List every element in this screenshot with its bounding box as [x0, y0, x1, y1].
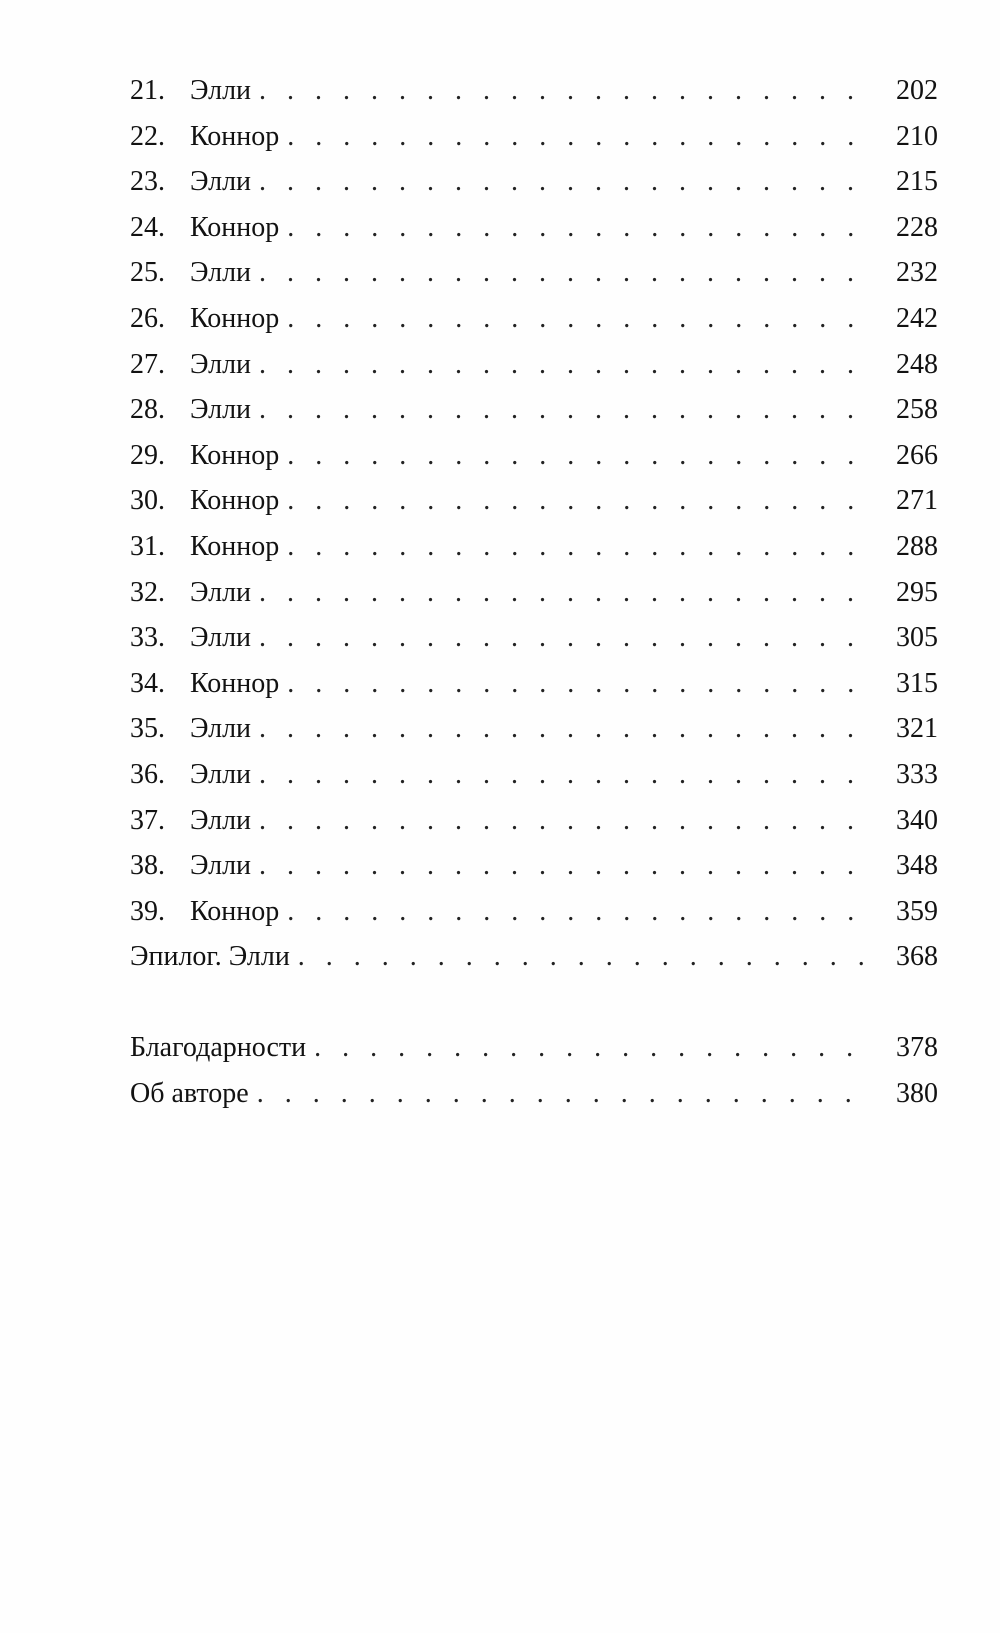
dot-leader	[287, 478, 872, 524]
chapter-title: Коннор	[190, 667, 280, 699]
dot-leader	[287, 296, 872, 342]
chapter-title: Элли	[190, 758, 252, 790]
page-number: 333	[896, 758, 938, 790]
chapter-title: Коннор	[190, 211, 280, 243]
chapter-title: Элли	[190, 576, 252, 608]
toc-entry-acknowledgements[interactable]	[130, 1025, 938, 1071]
chapter-title: Коннор	[190, 895, 280, 927]
page-number: 271	[896, 485, 938, 517]
dot-leader	[298, 934, 872, 980]
chapter-number: 24.	[130, 211, 165, 243]
chapter-title: Коннор	[190, 530, 280, 562]
chapter-number: 38.	[130, 850, 165, 882]
chapter-number: 26.	[130, 302, 165, 334]
dot-leader	[287, 524, 872, 570]
chapter-number: 33.	[130, 622, 165, 654]
page-number: 232	[896, 257, 938, 289]
toc-entry-epilogue[interactable]	[130, 934, 938, 980]
dot-leader	[314, 1025, 872, 1071]
page-number: 248	[896, 348, 938, 380]
toc-entry-25[interactable]	[130, 250, 938, 296]
chapter-number: 30.	[130, 485, 165, 517]
page-number: 380	[896, 1078, 938, 1110]
dot-leader	[287, 661, 872, 707]
about-author-title: Об авторе	[130, 1078, 249, 1110]
page-number: 315	[896, 667, 938, 699]
toc-entry-about-author[interactable]	[130, 1071, 938, 1117]
toc-entry-23[interactable]	[130, 159, 938, 205]
toc-entry-32[interactable]	[130, 570, 938, 616]
page-number: 210	[896, 120, 938, 152]
chapter-number: 37.	[130, 804, 165, 836]
chapter-number: 21.	[130, 75, 165, 106]
page-number: 340	[896, 804, 938, 836]
chapter-title: Элли	[190, 257, 252, 289]
dot-leader	[287, 889, 872, 935]
chapter-number: 22.	[130, 120, 165, 152]
chapter-title: Коннор	[190, 485, 280, 517]
chapter-title: Коннор	[190, 302, 280, 334]
chapter-number: 31.	[130, 530, 165, 562]
chapter-title: Элли	[190, 166, 252, 198]
chapter-number: 23.	[130, 166, 165, 198]
page-number: 258	[896, 394, 938, 426]
chapter-title: Элли	[190, 75, 252, 106]
toc-entry-28[interactable]	[130, 387, 938, 433]
dot-leader	[259, 250, 872, 296]
page-number: 321	[896, 713, 938, 745]
dot-leader	[259, 387, 872, 433]
acknowledgements-title: Благодарности	[130, 1032, 307, 1064]
epilogue-title: Эпилог. Элли	[130, 941, 290, 973]
chapter-title: Элли	[190, 804, 252, 836]
chapter-title: Коннор	[190, 439, 280, 471]
chapter-title: Коннор	[190, 120, 280, 152]
dot-leader	[259, 798, 872, 844]
chapter-title: Элли	[190, 622, 252, 654]
dot-leader	[259, 706, 872, 752]
page-number: 242	[896, 302, 938, 334]
page-number: 228	[896, 211, 938, 243]
toc-entry-31[interactable]	[130, 524, 938, 570]
page-number: 215	[896, 166, 938, 198]
chapter-title: Элли	[190, 394, 252, 426]
toc-entry-30[interactable]	[130, 478, 938, 524]
dot-leader	[259, 843, 872, 889]
page-number: 359	[896, 895, 938, 927]
page-number: 348	[896, 850, 938, 882]
chapter-title: Элли	[190, 348, 252, 380]
chapter-number: 35.	[130, 713, 165, 745]
chapter-title: Элли	[190, 850, 252, 882]
toc-entry-21[interactable]	[130, 68, 938, 114]
chapter-number: 28.	[130, 394, 165, 426]
toc-entry-33[interactable]	[130, 615, 938, 661]
dot-leader	[259, 752, 872, 798]
page-number: 378	[896, 1032, 938, 1064]
toc-entry-27[interactable]	[130, 342, 938, 388]
dot-leader	[259, 615, 872, 661]
page-number: 368	[896, 941, 938, 973]
chapter-title: Элли	[190, 713, 252, 745]
dot-leader	[259, 342, 872, 388]
toc-entry-24[interactable]	[130, 205, 938, 251]
chapter-number: 39.	[130, 895, 165, 927]
toc-entry-38[interactable]	[130, 843, 938, 889]
page-number: 305	[896, 622, 938, 654]
toc-entry-22[interactable]	[130, 114, 938, 160]
dot-leader	[287, 433, 872, 479]
chapter-number: 34.	[130, 667, 165, 699]
dot-leader	[259, 159, 872, 205]
chapter-number: 29.	[130, 439, 165, 471]
toc-entry-39[interactable]	[130, 889, 938, 935]
table-of-contents	[130, 68, 938, 1117]
toc-entry-37[interactable]	[130, 798, 938, 844]
page-number: 266	[896, 439, 938, 471]
toc-entry-29[interactable]	[130, 433, 938, 479]
chapter-number: 36.	[130, 758, 165, 790]
toc-entry-36[interactable]	[130, 752, 938, 798]
dot-leader	[259, 68, 872, 114]
chapter-number: 25.	[130, 257, 165, 289]
chapter-number: 27.	[130, 348, 165, 380]
dot-leader	[259, 570, 872, 616]
page-number: 295	[896, 576, 938, 608]
chapter-number: 32.	[130, 576, 165, 608]
page-number: 202	[896, 75, 938, 106]
dot-leader	[257, 1071, 872, 1117]
dot-leader	[287, 205, 872, 251]
dot-leader	[287, 114, 872, 160]
toc-entry-26[interactable]	[130, 296, 938, 342]
toc-entry-34[interactable]	[130, 661, 938, 707]
section-spacer	[130, 980, 938, 1026]
page-number: 288	[896, 530, 938, 562]
toc-entry-35[interactable]	[130, 706, 938, 752]
